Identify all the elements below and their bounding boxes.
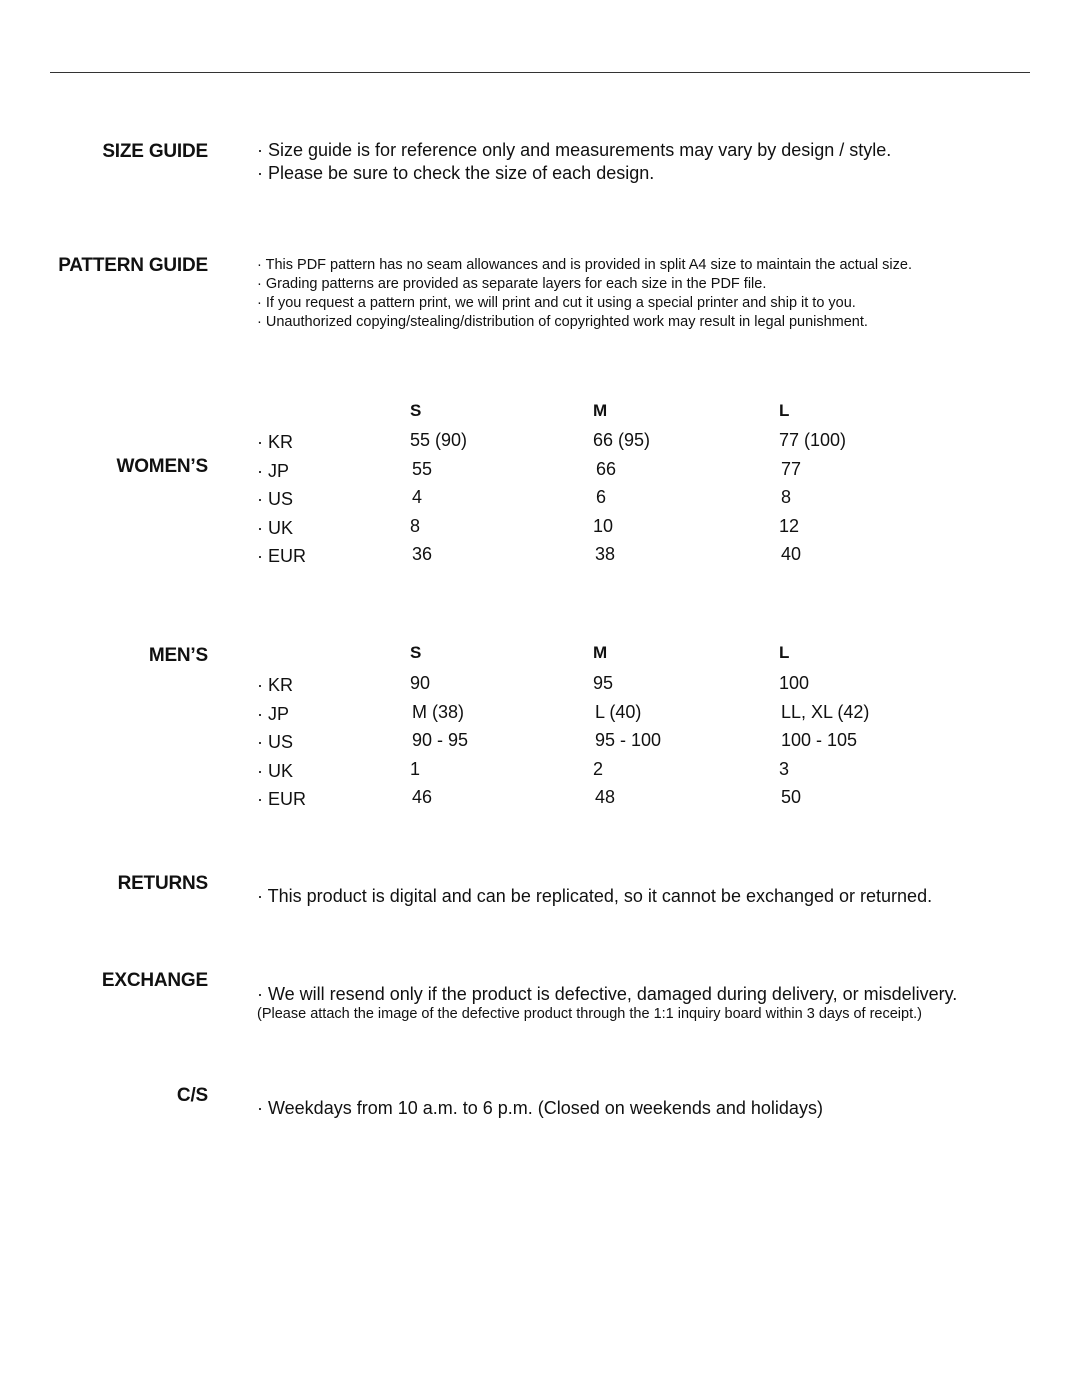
table-row	[0, 787, 1080, 811]
row-label: · JP	[257, 461, 290, 481]
cell: 100 - 105	[781, 730, 858, 750]
pattern-guide-line: · If you request a pattern print, we will print and cut it using a special printer and ship it to you.	[257, 295, 856, 311]
table-header-row	[0, 643, 1080, 667]
cell: 46	[412, 787, 433, 807]
top-divider	[50, 72, 1030, 73]
cell: 36	[412, 544, 433, 564]
cell: 4	[412, 487, 423, 507]
column-header: S	[410, 401, 422, 420]
cell: 10	[593, 516, 614, 536]
cell: M (38)	[412, 702, 465, 722]
size-guide-line: · Size guide is for reference only and measurements may vary by design / style.	[257, 140, 892, 160]
table-row	[0, 673, 1080, 697]
row-label: · JP	[257, 704, 290, 724]
table-row	[0, 516, 1080, 540]
table-row	[0, 459, 1080, 483]
column-header: M	[593, 401, 608, 420]
column-header: S	[410, 643, 422, 662]
cell: 50	[781, 787, 802, 807]
cell: 77 (100)	[779, 430, 847, 450]
cell: 90	[410, 673, 431, 693]
row-label: · US	[257, 732, 293, 752]
row-label: · UK	[257, 761, 293, 781]
exchange-note: (Please attach the image of the defective product through the 1:1 inquiry board within 3 days of receipt.)	[257, 1006, 922, 1022]
cell: LL, XL (42)	[781, 702, 870, 722]
pattern-guide-line: · Unauthorized copying/stealing/distribution of copyrighted work may result in legal punishment.	[257, 314, 868, 330]
row-label: · KR	[257, 675, 293, 695]
cell: 12	[779, 516, 800, 536]
womens-heading: WOMEN’S	[116, 456, 208, 477]
table-row	[0, 430, 1080, 454]
cell: 77	[781, 459, 802, 479]
cell: L (40)	[595, 702, 642, 722]
column-header: L	[779, 401, 790, 420]
row-label: · UK	[257, 518, 293, 538]
cell: 95 - 100	[595, 730, 662, 750]
cell: 40	[781, 544, 802, 564]
size-guide-line: · Please be sure to check the size of each design.	[257, 163, 655, 183]
pattern-guide-line: · Grading patterns are provided as separate layers for each size in the PDF file.	[257, 276, 767, 292]
cell: 95	[593, 673, 614, 693]
cell: 66	[596, 459, 617, 479]
row-label: · KR	[257, 432, 293, 452]
table-row	[0, 730, 1080, 754]
cell: 55	[412, 459, 433, 479]
table-row	[0, 759, 1080, 783]
table-header-row	[0, 401, 1080, 425]
cell: 66 (95)	[593, 430, 651, 450]
cs-heading: C/S	[176, 1085, 208, 1106]
table-row	[0, 544, 1080, 568]
table-row	[0, 702, 1080, 726]
row-label: · EUR	[257, 789, 306, 809]
exchange-text: · We will resend only if the product is defective, damaged during delivery, or misdelivery.	[257, 984, 958, 1004]
size-guide-heading: SIZE GUIDE	[102, 141, 208, 162]
cell: 48	[595, 787, 616, 807]
cell: 6	[596, 487, 607, 507]
returns-text: · This product is digital and can be replicated, so it cannot be exchanged or returned.	[257, 886, 933, 906]
cell: 2	[593, 759, 604, 779]
pattern-guide-line: · This PDF pattern has no seam allowances and is provided in split A4 size to maintain the actual size.	[257, 257, 912, 273]
cell: 8	[410, 516, 421, 536]
pattern-guide-heading: PATTERN GUIDE	[58, 255, 208, 276]
cell: 8	[781, 487, 792, 507]
cell: 1	[410, 759, 421, 779]
column-header: L	[779, 643, 790, 662]
column-header: M	[593, 643, 608, 662]
mens-heading: MEN’S	[148, 645, 208, 666]
table-row	[0, 487, 1080, 511]
returns-heading: RETURNS	[117, 873, 208, 894]
row-label: · US	[257, 489, 293, 509]
cell: 55 (90)	[410, 430, 468, 450]
cell: 3	[779, 759, 790, 779]
cs-text: · Weekdays from 10 a.m. to 6 p.m. (Closed on weekends and holidays)	[257, 1098, 823, 1118]
cell: 38	[595, 544, 616, 564]
cell: 100	[779, 673, 810, 693]
exchange-heading: EXCHANGE	[101, 970, 208, 991]
cell: 90 - 95	[412, 730, 469, 750]
row-label: · EUR	[257, 546, 306, 566]
